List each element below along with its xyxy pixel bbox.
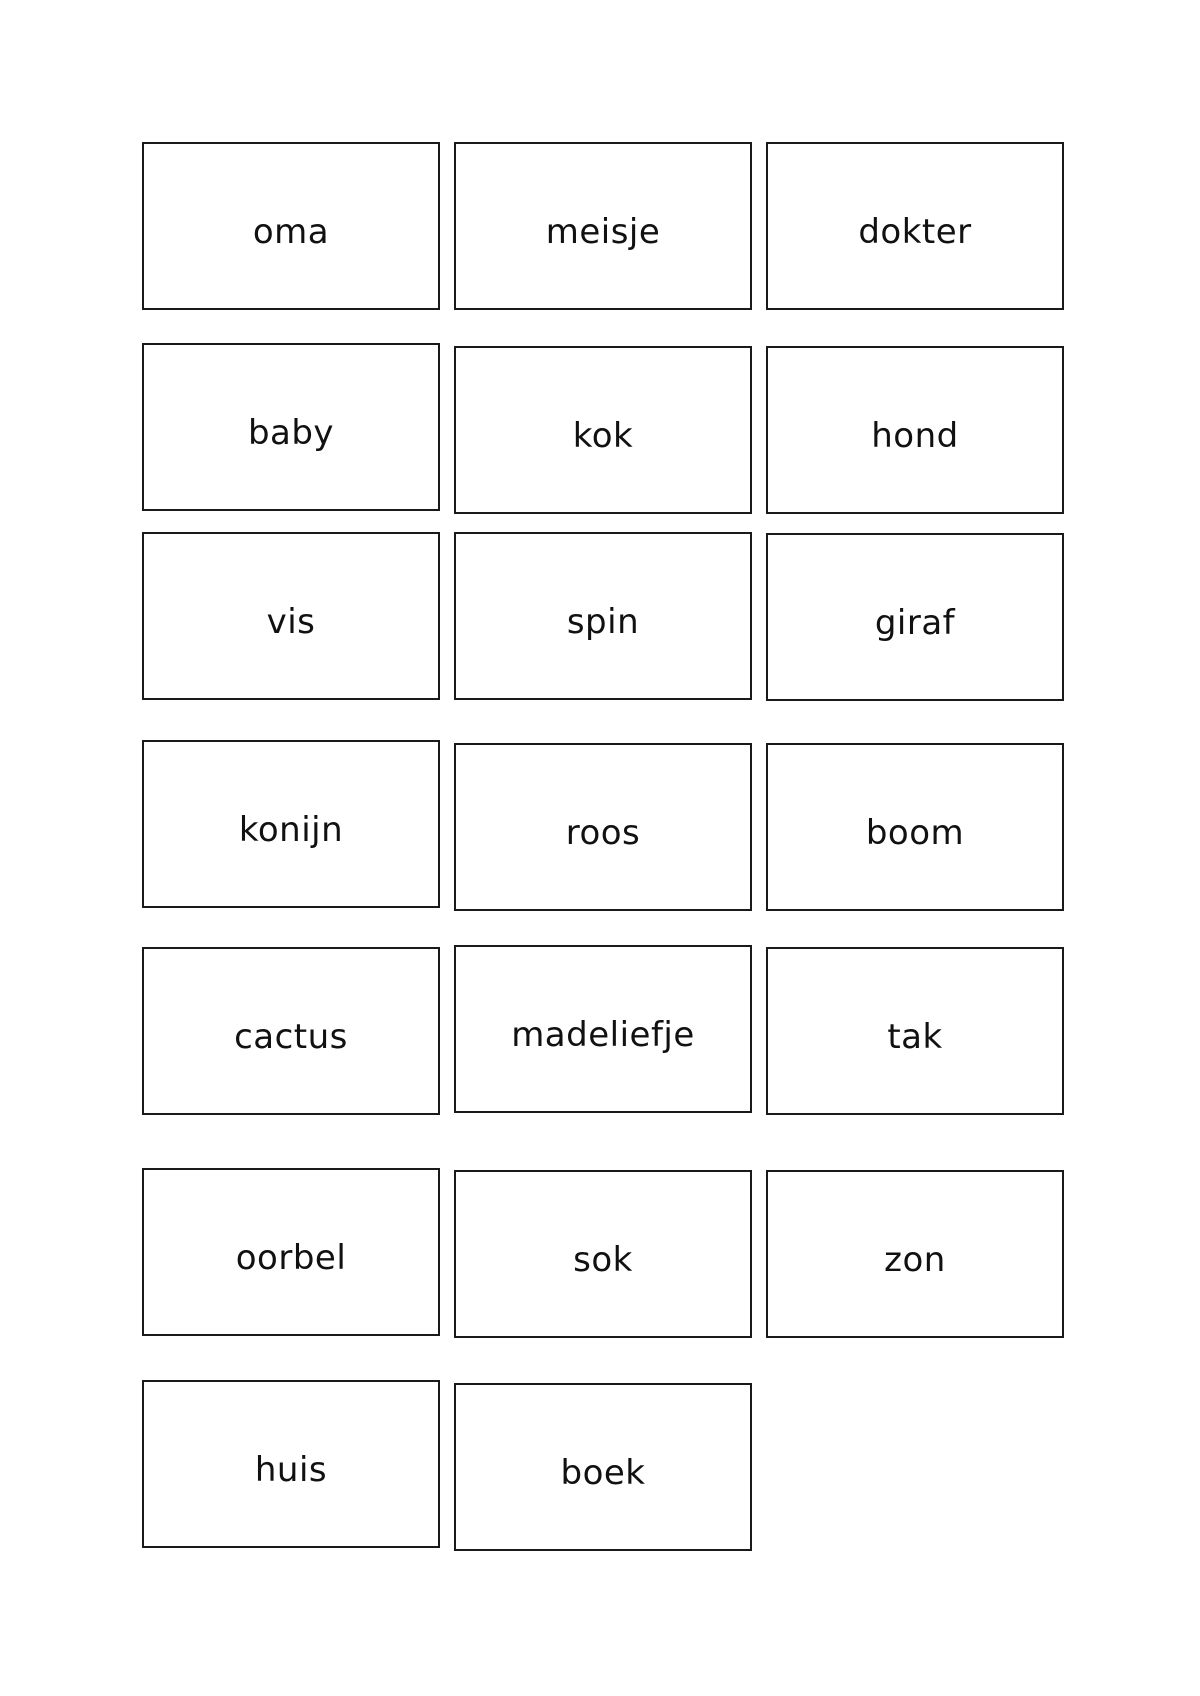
word-card-label: meisje — [545, 212, 661, 252]
word-card — [766, 142, 1064, 310]
word-card — [142, 947, 440, 1115]
word-card — [142, 532, 440, 700]
word-card — [766, 743, 1064, 911]
word-card-label: cactus — [234, 1017, 348, 1057]
word-card — [766, 533, 1064, 701]
word-card-label: konijn — [238, 810, 344, 850]
word-card — [766, 947, 1064, 1115]
word-card — [142, 1380, 440, 1548]
word-card-label: baby — [247, 413, 335, 453]
word-card-label: huis — [254, 1450, 328, 1490]
word-card — [454, 945, 752, 1113]
word-card-label: boek — [560, 1453, 646, 1493]
word-card-label: spin — [566, 602, 640, 642]
word-card — [454, 743, 752, 911]
word-card-label: giraf — [874, 603, 956, 643]
word-card-label: boom — [865, 813, 965, 853]
word-card-label: oorbel — [235, 1238, 347, 1278]
word-card — [454, 1170, 752, 1338]
word-card-label: hond — [871, 416, 959, 456]
word-card — [142, 740, 440, 908]
word-card-label: sok — [573, 1240, 633, 1280]
word-card — [142, 142, 440, 310]
word-card — [766, 1170, 1064, 1338]
word-card-label: vis — [266, 602, 316, 642]
word-card — [142, 1168, 440, 1336]
word-card — [142, 343, 440, 511]
word-card-label: tak — [887, 1017, 943, 1057]
word-card — [454, 532, 752, 700]
word-card-label: dokter — [858, 212, 972, 252]
word-card — [454, 142, 752, 310]
word-card-label: madeliefje — [511, 1015, 695, 1055]
word-card — [766, 346, 1064, 514]
word-card-label: roos — [565, 813, 641, 853]
word-card-label: kok — [572, 416, 634, 456]
word-card-label: oma — [252, 212, 330, 252]
word-card-label: zon — [884, 1240, 946, 1280]
word-card — [454, 1383, 752, 1551]
word-card — [454, 346, 752, 514]
